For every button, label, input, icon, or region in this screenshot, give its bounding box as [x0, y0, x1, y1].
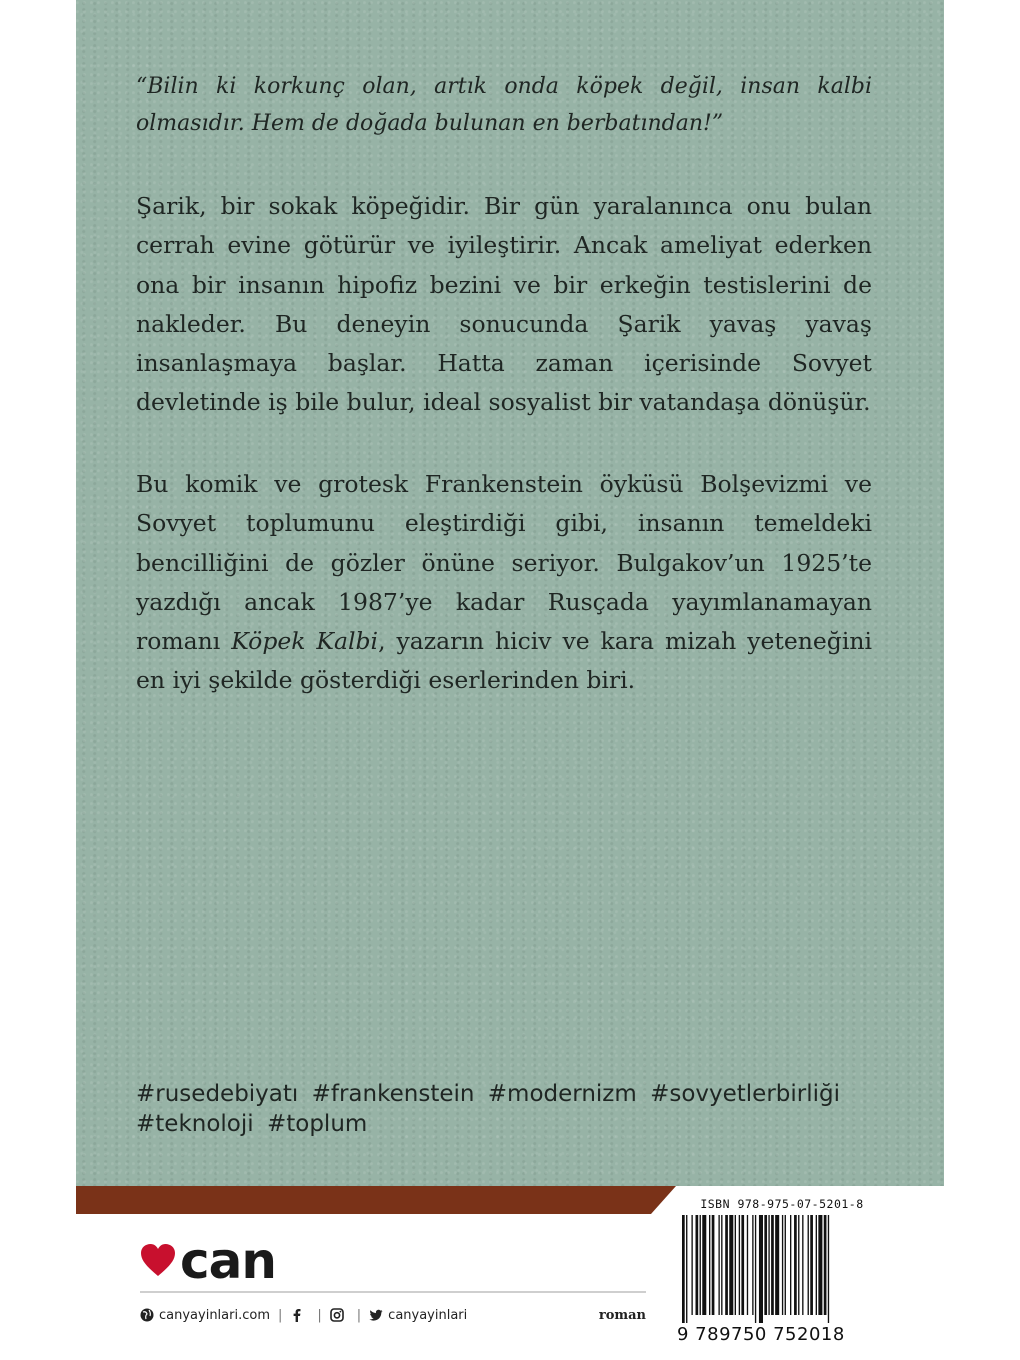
- logo-wordmark: can: [180, 1232, 276, 1290]
- barcode-bar: [816, 1215, 817, 1315]
- barcode-bar: [808, 1215, 809, 1315]
- barcode-bar: [802, 1215, 803, 1315]
- barcode-bar: [824, 1215, 827, 1315]
- hashtag-list: [136, 1079, 872, 1139]
- globe-icon: [140, 1308, 154, 1322]
- genre-label: roman: [598, 1307, 646, 1323]
- heart-icon: [140, 1243, 176, 1279]
- barcode-bar: [752, 1215, 753, 1315]
- barcode-bar: [691, 1215, 692, 1315]
- barcode-bar: [782, 1215, 783, 1315]
- summary-paragraph: Şarik, bir sokak köpeğidir. Bir gün yaralanınca onu bulan cerrah evine götürür ve iyileştirir. Ancak ameliyat ederken ona bir insanın hipofiz bezini ve bir erkeğin testislerini de nakleder. Bu deneyin sonucunda Şarik yavaş yavaş insanlaşmaya başlar. Hatta zaman içerisinde Sovyet devletinde iş bile bulur, ideal sosyalist bir vatandaşa dönüşür.: [136, 192, 872, 417]
- barcode-bar: [702, 1215, 706, 1315]
- footer-divider: [140, 1291, 646, 1293]
- hashtag: #teknoloji: [136, 1111, 254, 1137]
- barcode-bar: [721, 1215, 722, 1315]
- hashtag: #toplum: [266, 1111, 368, 1137]
- website-link[interactable]: canyayinlari.com: [159, 1307, 270, 1323]
- barcode-bar: [725, 1215, 728, 1315]
- social-handle[interactable]: canyayinlari: [388, 1307, 468, 1323]
- barcode: [680, 1215, 876, 1323]
- hashtag: #frankenstein: [311, 1081, 475, 1107]
- separator: |: [317, 1307, 322, 1323]
- hashtag: #sovyetlerbirliği: [650, 1081, 841, 1107]
- barcode-bar: [718, 1215, 719, 1315]
- barcode-bar: [712, 1215, 715, 1315]
- barcode-bar: [682, 1215, 685, 1323]
- barcode-bar: [768, 1215, 769, 1315]
- barcode-bar: [771, 1215, 774, 1315]
- publisher-logo: [140, 1232, 276, 1290]
- barcode-bar: [709, 1215, 710, 1315]
- isbn-label: ISBN 978-975-07-5201-8: [700, 1197, 864, 1211]
- twitter-icon[interactable]: [369, 1308, 383, 1322]
- publisher-footer: [140, 1304, 646, 1326]
- review-text-start: Bu komik ve grotesk Frankenstein öyküsü Bolşevizmi ve Sovyet toplumunu eleştirdiği gibi, insanın temeldeki bencilliğini de gözler önüne seriyor. Bulgakov’un 1925’te yazdığı ancak 1987’ye kadar Rusçada yayımlanamayan romanı: [136, 470, 872, 656]
- brown-band: [76, 1186, 676, 1214]
- barcode-bar: [759, 1215, 763, 1323]
- barcode-bar: [790, 1215, 791, 1315]
- barcode-bar: [785, 1215, 786, 1315]
- barcode-bar: [755, 1215, 756, 1323]
- barcode-bar: [798, 1215, 799, 1315]
- barcode-bar: [686, 1215, 687, 1323]
- barcode-bar: [739, 1215, 740, 1315]
- hashtag: #modernizm: [487, 1081, 637, 1107]
- review-paragraph: [136, 465, 872, 701]
- instagram-icon[interactable]: [330, 1308, 344, 1322]
- barcode-bar: [818, 1215, 822, 1315]
- barcode-bar: [729, 1215, 733, 1315]
- barcode-bar: [764, 1215, 767, 1315]
- barcode-bar: [794, 1215, 797, 1315]
- barcode-bar: [828, 1215, 829, 1323]
- hashtag: #rusedebiyatı: [136, 1081, 299, 1107]
- separator: |: [356, 1307, 362, 1323]
- isbn-digits: 9 789750 752018: [677, 1324, 845, 1345]
- review-text-end: , yazarın hiciv ve kara mizah yeteneğini en iyi şekilde gösterdiği eserlerinden biri.: [136, 627, 872, 695]
- barcode-bar: [741, 1215, 744, 1315]
- opening-quote: “Bilin ki korkunç olan, artık onda köpek değil, insan kalbi olmasıdır. Hem de doğada bulunan en berbatından!”: [136, 74, 872, 136]
- barcode-bar: [810, 1215, 813, 1315]
- barcode-bar: [700, 1215, 701, 1315]
- separator: |: [278, 1307, 283, 1323]
- barcode-bar: [696, 1215, 699, 1315]
- barcode-bar: [775, 1215, 779, 1315]
- facebook-icon[interactable]: [290, 1308, 304, 1322]
- barcode-bar: [735, 1215, 736, 1315]
- book-title: Köpek Kalbi: [231, 627, 379, 656]
- barcode-bar: [747, 1215, 748, 1315]
